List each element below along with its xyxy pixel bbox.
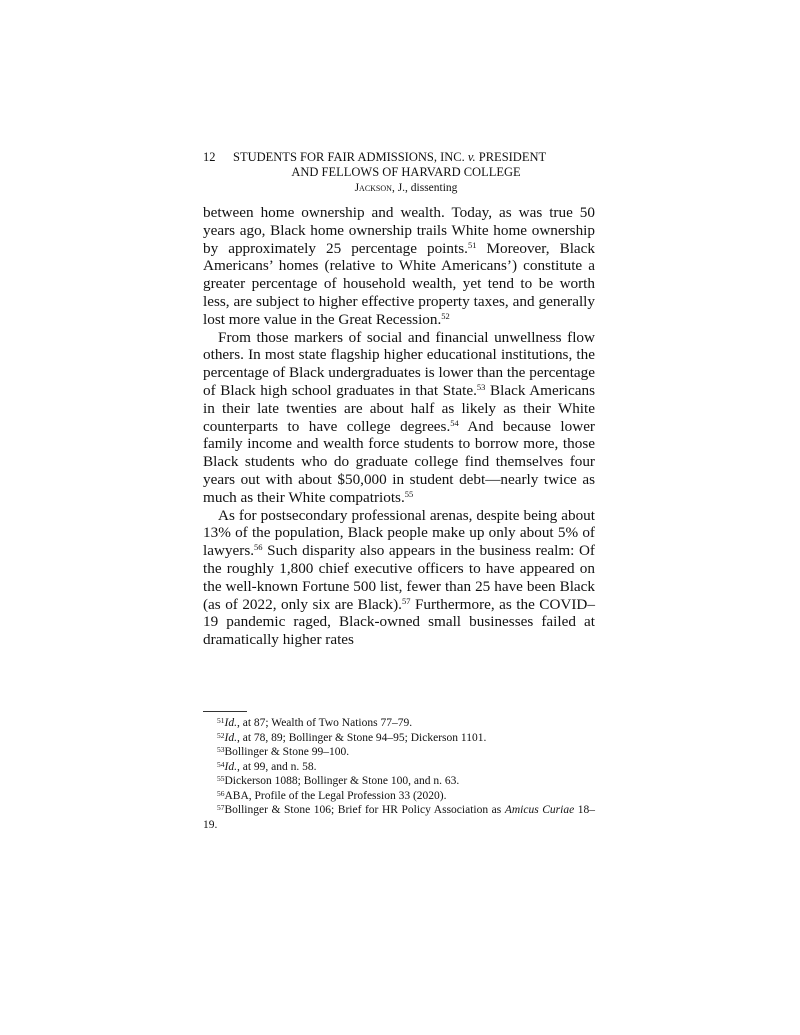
footnote-text: Dickerson 1088; Bollinger & Stone 100, and n. 63. bbox=[224, 775, 460, 787]
paragraph-3-text-c: Furthermore, as the COVID–19 pandemic raged, Black-owned small businesses failed at dramatically higher rates bbox=[203, 595, 595, 649]
case-title-part1: STUDENTS FOR FAIR ADMISSIONS, INC. bbox=[233, 150, 465, 164]
running-head-line1 bbox=[203, 150, 595, 165]
footnote-text: Bollinger & Stone 99–100. bbox=[224, 746, 350, 758]
paragraph-3 bbox=[203, 507, 595, 649]
footnote-ref-53[interactable]: 53 bbox=[476, 381, 486, 392]
opinion-author: Jackson bbox=[354, 182, 392, 194]
footnote-55 bbox=[203, 774, 595, 789]
paragraph-2-text-a: From those markers of social and financial unwellness flow others. In most state flagship higher educational institutions, the percentage of Black undergraduates is lower than the percentage of Black high school graduates in that State. bbox=[203, 328, 595, 399]
paragraph-1 bbox=[203, 204, 595, 329]
footnote-number: 57 bbox=[217, 803, 225, 812]
case-title-line2: AND FELLOWS OF HARVARD COLLEGE bbox=[291, 165, 521, 179]
footnote-ref-52[interactable]: 52 bbox=[441, 310, 450, 321]
footnote-number: 54 bbox=[217, 759, 225, 769]
paragraph-2-text-b: Black Americans in their late twenties are about half as likely as their White counterparts to have college degrees. bbox=[203, 381, 595, 435]
page-number: 12 bbox=[203, 150, 216, 164]
paragraph-1-text-a: between home ownership and wealth. Today, as was true 50 years ago, Black home ownership trails White home ownership by approximately 25 percentage points. bbox=[203, 204, 595, 257]
footnote-text: ABA, Profile of the Legal Profession 33 (2020). bbox=[224, 789, 447, 802]
opinion-label-suffix: , J., dissenting bbox=[391, 182, 458, 194]
footnote-57 bbox=[203, 803, 595, 832]
footnote-52 bbox=[203, 731, 595, 746]
opinion-body bbox=[203, 204, 595, 649]
footnote-text: , at 99, and n. 58. bbox=[236, 760, 317, 773]
footnote-number: 52 bbox=[217, 730, 225, 740]
footnote-number: 51 bbox=[217, 716, 225, 725]
footnote-italic: Id. bbox=[224, 717, 237, 729]
footnote-ref-55[interactable]: 55 bbox=[404, 488, 414, 499]
paragraph-2-text-c: And because lower family income and wealth force students to borrow more, those Black students who do graduate college find themselves four years out with about $50,000 in student debt—nearly twice as much as their White compatriots. bbox=[203, 417, 595, 506]
footnote-italic: Amicus Curiae bbox=[504, 804, 575, 816]
footnote-56 bbox=[203, 789, 595, 804]
footnote-italic: Id. bbox=[224, 731, 237, 744]
footnote-text: Bollinger & Stone 106; Brief for HR Policy Association as bbox=[224, 804, 505, 816]
running-head bbox=[203, 150, 595, 196]
footnotes bbox=[203, 716, 595, 832]
footnote-number: 55 bbox=[217, 774, 225, 783]
footnote-ref-54[interactable]: 54 bbox=[450, 417, 459, 428]
footnote-53 bbox=[203, 745, 595, 760]
footnote-number: 53 bbox=[217, 745, 225, 754]
paragraph-3-text-a: As for postsecondary professional arenas, despite being about 13% of the population, Black people make up only about 5% of lawyers. bbox=[203, 506, 595, 560]
paragraph-1-text-b: Moreover, Black Americans’ homes (relative to White Americans’) constitute a greater percentage of household wealth, yet tend to be worth less, are subject to higher effective property taxes, and generally lost more value in the Great Recession. bbox=[203, 239, 596, 328]
footnote-ref-51[interactable]: 51 bbox=[467, 239, 477, 250]
footnote-text: , at 78, 89; Bollinger & Stone 94–95; Dickerson 1101. bbox=[236, 731, 487, 744]
footnote-51 bbox=[203, 716, 595, 731]
footnote-number: 56 bbox=[217, 788, 225, 798]
footnote-ref-57[interactable]: 57 bbox=[401, 595, 411, 606]
paragraph-3-text-b: Such disparity also appears in the business realm: Of the roughly 1,800 chief executive officers to have appeared on the well-known Fortune 500 list, fewer than 25 have been Black (as of 2022, only six are Black). bbox=[203, 542, 595, 613]
paragraph-2 bbox=[203, 329, 595, 507]
footnote-54 bbox=[203, 760, 595, 775]
opinion-label bbox=[203, 181, 595, 196]
footnote-ref-56[interactable]: 56 bbox=[254, 542, 263, 553]
footnote-text-tail: 18–19. bbox=[203, 804, 595, 831]
footnote-divider bbox=[203, 711, 247, 712]
case-title-v: v. bbox=[467, 150, 476, 164]
footnote-italic: Id. bbox=[224, 760, 237, 773]
case-title-part2: PRESIDENT bbox=[478, 150, 547, 164]
footnote-text: , at 87; Wealth of Two Nations 77–79. bbox=[236, 717, 413, 729]
